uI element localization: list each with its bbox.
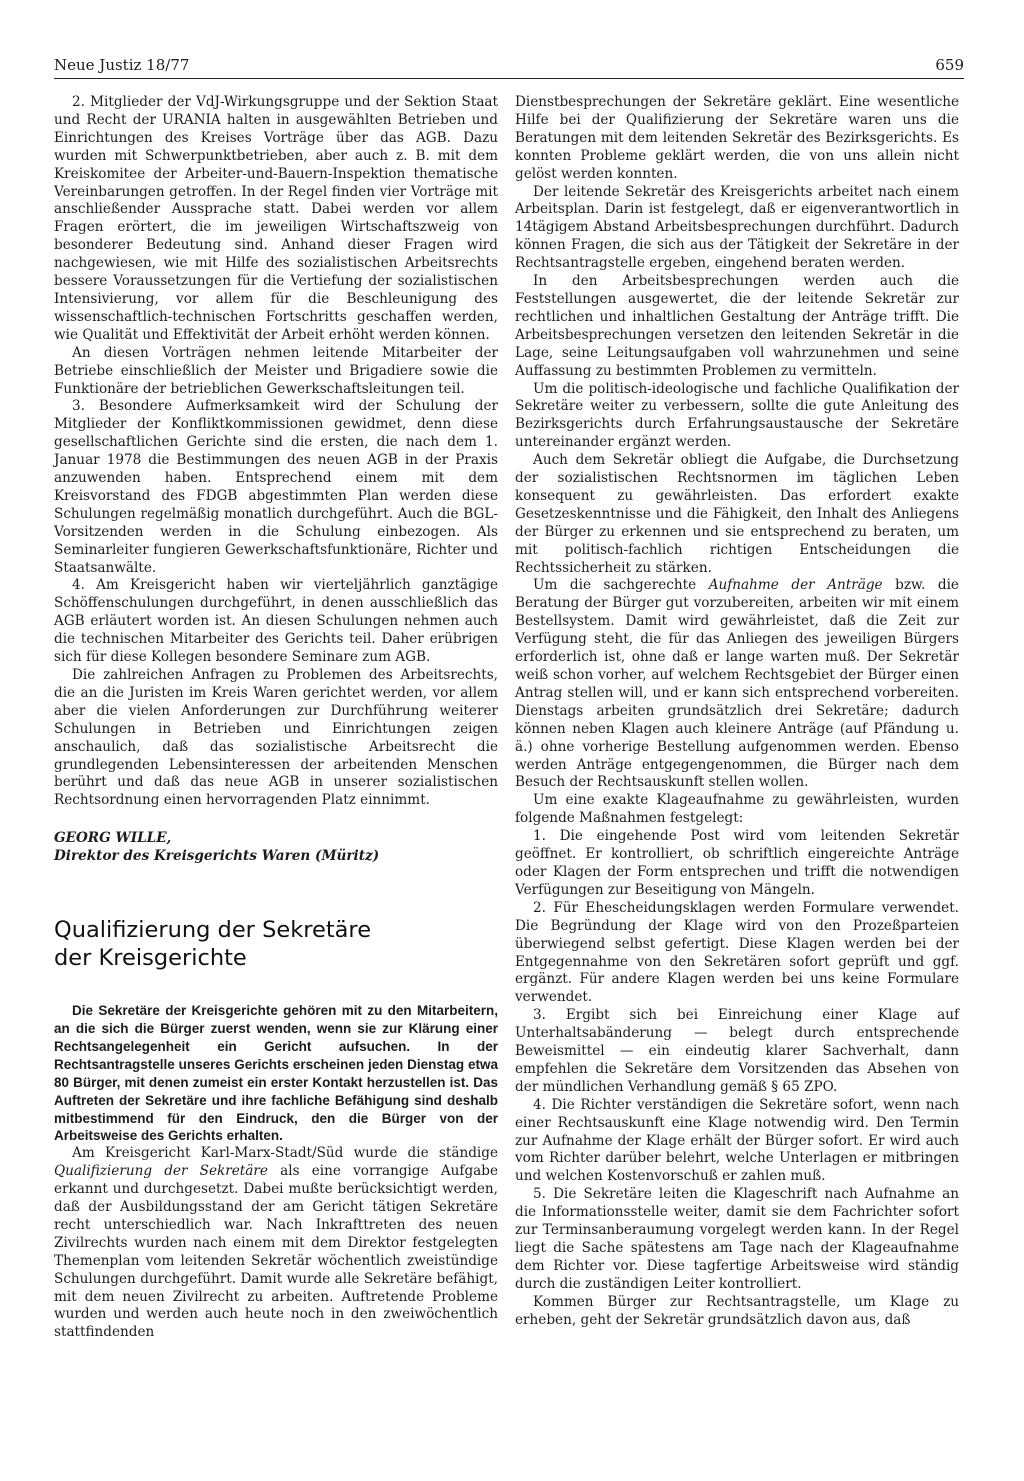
paragraph: Die zahlreichen Anfragen zu Problemen des Arbeitsrechts, die an die Juristen im Kreis Waren gerichtet werden, vor allem aber die vielen Anforderungen zur Durchführung weiterer Schulungen in Betrieben und Einrichtungen zeigen anschaulich, daß das sozialistische Arbeitsrecht die grundlegenden Lebensinteressen der arbeitenden Menschen berührt und daß das neue AGB in unserer sozialistischen Rechtsordnung einen hervorragenden Platz einnimmt.: [54, 667, 498, 809]
paragraph: In den Arbeitsbesprechungen werden auch die Feststellungen ausgewertet, die der leitende Sekretär zur rechtlichen und inhaltlichen Gestaltung der Anträge trifft. Die Arbeitsbesprechungen versetzen den leitenden Sekretär in die Lage, seine Leitungsaufgaben voll wahrzunehmen und seine Auffassung zu bestimmten Problemen zu vermitteln.: [515, 273, 959, 379]
paragraph: [515, 577, 959, 792]
article-heading: [54, 916, 498, 972]
paragraph: [54, 1145, 498, 1342]
list-item: 1. Die eingehende Post wird vom leitenden Sekretär geöffnet. Er kontrolliert, ob schriftlich eingereichte Anträge oder Klagen der Form entsprechen und trifft die notwendigen Verfügungen zur Beseitigung von Mängeln.: [515, 828, 959, 898]
paragraph: An diesen Vorträgen nehmen leitende Mitarbeiter der Betriebe einschließlich der Meister und Brigadiere sowie die Funktionäre der betrieblichen Gewerkschaftsleitungen teil.: [54, 344, 498, 397]
paragraph: Kommen Bürger zur Rechtsantragstelle, um Klage zu erheben, geht der Sekretär grundsätzlich davon aus, daß: [515, 1293, 959, 1328]
list-item: 2. Für Ehescheidungsklagen werden Formulare verwendet. Die Begründung der Klage wird von den Prozeßparteien überwiegend selbst gefertigt. Diese Klagen werden bei der Entgegennahme von den Sekretären sofort geprüft und ggf. ergänzt. Für andere Klagen werden bei uns keine Formulare verwendet.: [515, 899, 959, 1006]
list-item: 3. Ergibt sich bei Einreichung einer Klage auf Unterhaltsabänderung — belegt durch entsprechende Beweismittel — ein eindeutig klarer Sachverhalt, dann empfehlen die Sekretäre dem Vorsitzenden das Absehen von der mündlichen Verhandlung gemäß § 65 ZPO.: [515, 1007, 959, 1095]
paragraph: Dienstbesprechungen der Sekretäre geklärt. Eine wesentliche Hilfe bei der Qualifizierung der Sekretäre waren uns die Beratungen mit dem leitenden Sekretär des Bezirksgerichts. Es konnten Probleme geklärt werden, die von uns allein nicht gelöst werden konnten.: [515, 94, 959, 182]
journal-title: Neue Justiz 18/77: [54, 56, 190, 74]
paragraph: Der leitende Sekretär des Kreisgerichts arbeitet nach einem Arbeitsplan. Darin ist festgelegt, daß er eigenverantwortlich in 14tägigem Abstand Arbeitsbesprechungen durchführt. Dadurch können Fragen, die sich aus der Tätigkeit der Sekretäre in der Rechtsantragstelle ergeben, eingehend beraten werden.: [515, 183, 959, 272]
right-column: [515, 94, 959, 1330]
text-run: als eine vorrangige Aufgabe erkannt und durchgesetzt. Dabei mußte berücksichtigt werden, daß der Ausbildungsstand der am Gericht tätigen Sekretäre recht unterschiedlich war. Nach Inkrafttreten des neuen Zivilrechts wurden nach einem mit dem Direktor festgelegten Themenplan vom leitenden Sekretär wöchentlich zweistündige Schulungen durchgeführt. Damit wurde alle Sekretäre befähigt, mit dem neuen Zivilrecht zu arbeiten. Auftretende Probleme wurden und werden auch heute noch in den zweiwöchentlich stattfindenden: [54, 1163, 498, 1341]
text-run: Am Kreisgericht Karl-Marx-Stadt/Süd wurde die ständige: [72, 1145, 498, 1162]
paragraph: Um die politisch-ideologische und fachliche Qualifikation der Sekretäre weiter zu verbessern, sollte die gute Anleitung des Bezirksgerichts durch Erfahrungsaustausche der Sekretäre untereinander ergänzt werden.: [515, 380, 959, 451]
article-intro: Die Sekretäre der Kreisgerichte gehören mit zu den Mitarbeitern, an die sich die Bürger zuerst wenden, wenn sie zur Klärung einer Rechtsangelegenheit ein Gericht aufsuchen. In der Rechtsantragstelle unseres Gerichts erscheinen jeden Dienstag etwa 80 Bürger, mit denen zumeist ein erster Kontakt herzustellen ist. Das Auftreten der Sekretäre und ihre fachliche Befähigung sind deshalb mitbestimmend für den Eindruck, den die Bürger von der Arbeitsweise des Gerichts erhalten.: [54, 1003, 498, 1144]
list-item: 4. Die Richter verständigen die Sekretäre sofort, wenn nach einer Rechtsauskunft eine Klage notwendig wird. Den Termin zur Aufnahme der Klage erhält der Bürger sofort. Er wird auch vom Richter darüber belehrt, welche Unterlagen er mitbringen und welchen Kostenvorschuß er zahlen muß.: [515, 1096, 959, 1185]
paragraph: 2. Mitglieder der VdJ-Wirkungsgruppe und der Sektion Staat und Recht der URANIA halten in ausgewählten Betrieben und Einrichtungen des Kreises Vorträge über das AGB. Dazu wurden mit Schwerpunktbetrieben, aber auch z. B. mit dem Kreiskomitee der Arbeiter-und-Bauern-Inspektion thematische Vereinbarungen getroffen. In der Regel finden vier Vorträge mit anschließender Aussprache statt. Dabei werden vor allem Fragen erörtert, die im jeweiligen Wirtschaftszweig von besonderer Bedeutung sind. Anhand dieser Fragen wird nachgewiesen, wie mit Hilfe des sozialistischen Arbeitsrechts bessere Voraussetzungen für die Vertiefung der sozialistischen Intensivierung, vor allem für die Beschleunigung des wissenschaftlich-technischen Fortschritts geschaffen werden, wie Qualität und Effektivität der Arbeit erhöht werden können.: [54, 94, 498, 343]
page-number: 659: [935, 56, 964, 74]
left-column: [54, 94, 498, 1342]
paragraph: 3. Besondere Aufmerksamkeit wird der Schulung der Mitglieder der Konfliktkommissionen gewidmet, denn diese gesellschaftlichen Gerichte sind die ersten, die nach dem 1. Januar 1978 die Bestimmungen des neuen AGB in der Praxis anzuwenden haben. Entsprechend einem mit dem Kreisvorstand des FDGB abgestimmten Plan werden diese Schulungen regelmäßig monatlich durchgeführt. Auch die BGL-Vorsitzenden werden in die Schulung einbezogen. Als Seminarleiter fungieren Gewerkschaftsfunktionäre, Richter und Staatsanwälte.: [54, 398, 498, 576]
text-run: Um die sachgerechte: [533, 577, 709, 594]
article-heading-line: Qualifizierung der Sekretäre: [54, 917, 372, 944]
list-item: 5. Die Sekretäre leiten die Klageschrift nach Aufnahme an die Informationsstelle weiter, damit sie dem Fachrichter sofort zur Terminsanberaumung vorgelegt werden kann. In der Regel liegt die Sache spätestens am Tage nach der Klageaufnahme dem Richter vor. Diese tagfertige Arbeitsweise wird ständig durch die zuständigen Leiter kontrolliert.: [515, 1186, 959, 1292]
running-header: [54, 56, 964, 79]
emphasis: Aufnahme der Anträge: [708, 577, 883, 594]
paragraph: Auch dem Sekretär obliegt die Aufgabe, die Durchsetzung der sozialistischen Rechtsnormen im täglichen Leben konsequent zu gewährleisten. Das erfordert exakte Gesetzeskenntnisse und die Fähigkeit, den Inhalt des Anliegens der Bürger zu erkennen und sie entsprechend zu beraten, um mit politisch-fachlich richtigen Entscheidungen die Rechtssicherheit zu stärken.: [515, 452, 959, 576]
paragraph: 4. Am Kreisgericht haben wir vierteljährlich ganztägige Schöffenschulungen durchgeführt, in denen ausschließlich das AGB erläutert worden ist. An diesen Schulungen nehmen auch die technischen Mitarbeiter des Gerichts teil. Daher erübrigen sich für diese Kollegen besondere Seminare zum AGB.: [54, 577, 498, 666]
emphasis: Qualifizierung der Sekretäre: [54, 1163, 268, 1180]
article-heading-line: der Kreisgerichte: [54, 945, 247, 972]
paragraph: Um eine exakte Klageaufnahme zu gewährleisten, wurden folgende Maßnahmen festgelegt:: [515, 792, 959, 827]
author-signature: GEORG WILLE,: [54, 830, 172, 847]
text-run: bzw. die Beratung der Bürger gut vorzubereiten, arbeiten wir mit einem Bestellsystem. Damit wird gewährleistet, daß die Zeit zur Verfügung steht, die für das Anliegen des jeweiligen Bürgers erforderlich ist, ohne daß er lange warten muß. Der Sekretär weiß schon vorher, auf welchem Rechtsgebiet der Bürger einen Antrag stellen will, und er kann sich entsprechend vorbereiten. Dienstags arbeiten grundsätzlich drei Sekretäre; dadurch können neben Klagen auch kleinere Anträge (auf Pfändung u. ä.) ohne vorherige Bestellung aufgenommen werden. Ebenso werden Anträge entgegengenommen, die Bürger nach dem Besuch der Rechtsauskunft stellen wollen.: [515, 577, 959, 791]
author-title: Direktor des Kreisgerichts Waren (Müritz): [54, 848, 380, 865]
